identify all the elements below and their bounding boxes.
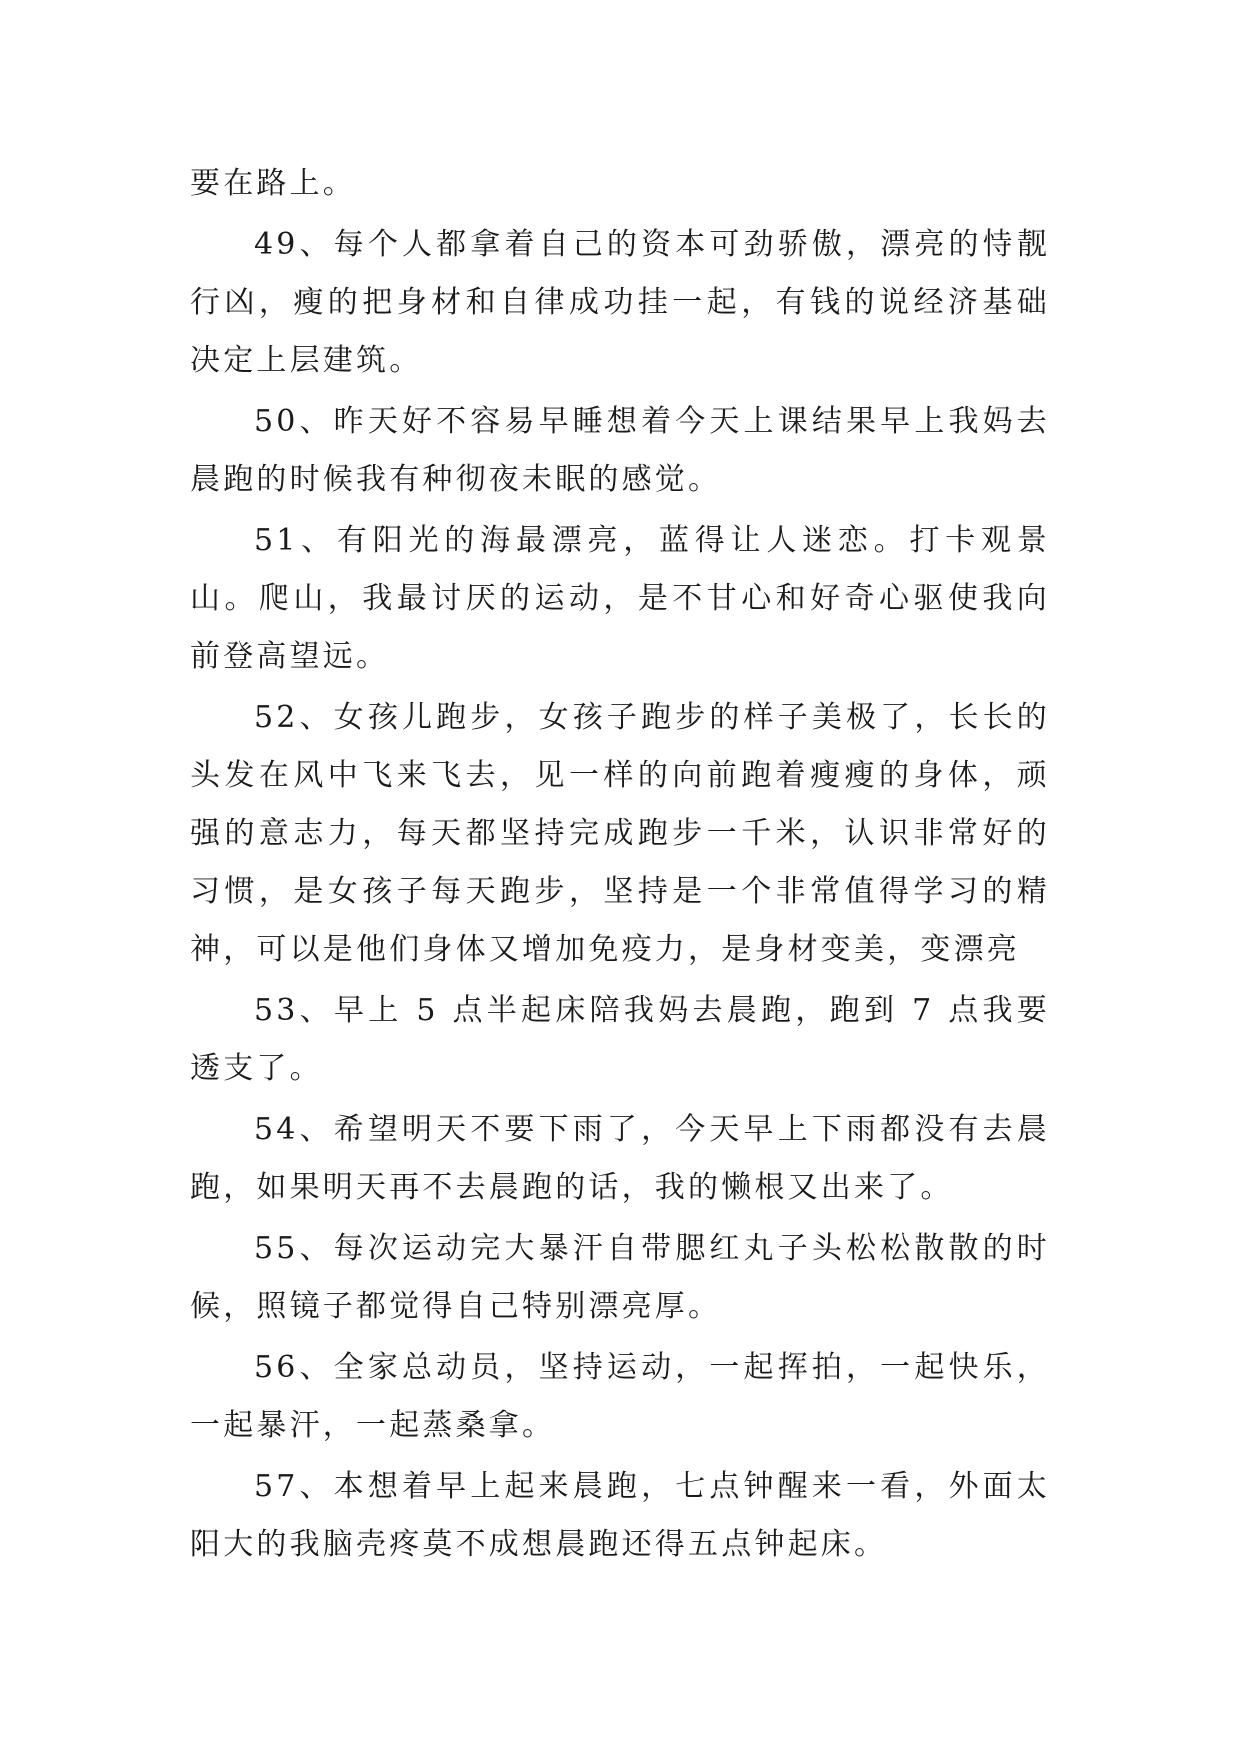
- paragraph-57: 57、本想着早上起来晨跑，七点钟醒来一看，外面太阳大的我脑壳疼莫不成想晨跑还得五点钟起床。: [190, 1469, 1050, 1562]
- paragraph-continued: 要在路上。: [190, 166, 356, 201]
- paragraph-52: 52、女孩儿跑步，女孩子跑步的样子美极了，长长的头发在风中飞来飞去，见一样的向前跑着瘦瘦的身体，顽强的意志力，每天都坚持完成跑步一千米，认识非常好的习惯，是女孩子每天跑步，坚持是一个非常值得学习的精神，可以是他们身体又增加免疫力，是身材变美，变漂亮: [190, 700, 1050, 967]
- paragraph-56: 56、全家总动员，坚持运动，一起挥拍，一起快乐，一起暴汗，一起蒸桑拿。: [190, 1350, 1050, 1443]
- paragraph-53: 53、早上 5 点半起床陪我妈去晨跑，跑到 7 点我要透支了。: [190, 993, 1050, 1086]
- paragraph-51: 51、有阳光的海最漂亮，蓝得让人迷恋。打卡观景山。爬山，我最讨厌的运动，是不甘心和好奇心驱使我向前登高望远。: [190, 523, 1050, 674]
- paragraph-54: 54、希望明天不要下雨了，今天早上下雨都没有去晨跑，如果明天再不去晨跑的话，我的懒根又出来了。: [190, 1112, 1050, 1205]
- paragraph-55: 55、每次运动完大暴汗自带腮红丸子头松松散散的时候，照镜子都觉得自己特别漂亮厚。: [190, 1231, 1050, 1324]
- paragraph-50: 50、昨天好不容易早睡想着今天上课结果早上我妈去晨跑的时候我有种彻夜未眠的感觉。: [190, 404, 1050, 497]
- paragraph-49: 49、每个人都拿着自己的资本可劲骄傲，漂亮的恃靓行凶，瘦的把身材和自律成功挂一起，有钱的说经济基础决定上层建筑。: [190, 227, 1050, 378]
- document-body: [190, 155, 1050, 1577]
